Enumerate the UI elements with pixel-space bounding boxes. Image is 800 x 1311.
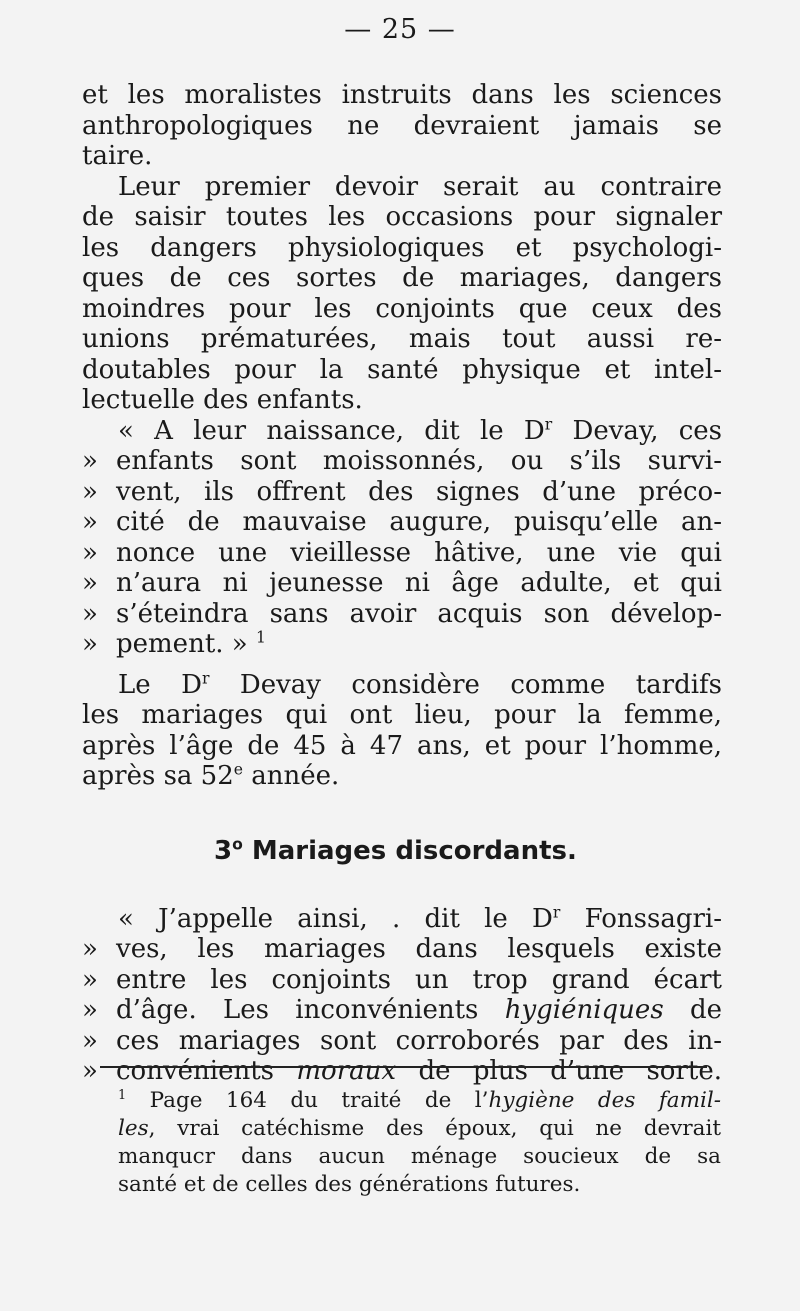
- text-line: [82, 629, 722, 660]
- footnote-line: manqucr dans aucun ménage soucieux de sa: [118, 1144, 721, 1169]
- text-line: les dangers physiologiques et psychologi-: [82, 232, 722, 263]
- superscript: e: [233, 760, 243, 779]
- section-title: Mariages discordants.: [242, 835, 577, 866]
- text-fragment: enfants sont moissonnés, ou s’ils survi-: [116, 446, 722, 476]
- continuation-quote-mark: »: [82, 476, 98, 507]
- text-fragment: après sa 52: [82, 761, 234, 791]
- footnote-line: santé et de celles des générations futures.: [118, 1172, 581, 1197]
- text-fragment: d’âge. Les inconvénients: [116, 995, 505, 1025]
- text-fragment: pement. »: [116, 629, 248, 659]
- footnote-marker: 1: [118, 1087, 127, 1103]
- text-line: les mariages qui ont lieu, pour la femme,: [82, 700, 722, 730]
- footnote-line: [118, 1087, 721, 1115]
- italic-term: moraux: [296, 1056, 397, 1086]
- text-fragment: Devay considère comme tardifs: [209, 669, 722, 700]
- italic-term: hygiène des famil-: [488, 1088, 721, 1113]
- text-line: [82, 1026, 722, 1057]
- text-line: [82, 446, 722, 477]
- text-fragment: de plus d’une sorte.: [396, 1056, 722, 1086]
- continuation-quote-mark: »: [82, 568, 98, 598]
- text-line: et les moralistes instruits dans les sciences: [82, 80, 722, 110]
- superscript: r: [201, 668, 210, 687]
- text-line: Leur premier devoir serait au contraire: [118, 171, 722, 202]
- text-line: [82, 965, 722, 996]
- text-fragment: « J’appelle ainsi, . dit le D: [118, 903, 553, 934]
- text-fragment: ces mariages sont corroborés par des in-: [116, 1025, 722, 1056]
- text-line: [82, 995, 722, 1026]
- text-fragment: Le D: [118, 669, 202, 700]
- text-line: lectuelle des enfants.: [82, 385, 363, 415]
- text-line: [82, 904, 722, 935]
- footnote-divider: [100, 1066, 707, 1068]
- continuation-quote-mark: »: [82, 934, 98, 964]
- text-line: après l’âge de 45 à 47 ans, et pour l’homme,: [82, 730, 722, 761]
- italic-term: les: [118, 1116, 149, 1141]
- main-text: [82, 80, 722, 1087]
- text-line: [82, 670, 722, 701]
- continuation-quote-mark: »: [82, 964, 98, 995]
- text-fragment: cité de mauvaise augure, puisqu’elle an-: [116, 507, 722, 537]
- text-line: [82, 1056, 722, 1087]
- continuation-quote-mark: »: [82, 629, 98, 659]
- text-line: [82, 507, 722, 538]
- text-line: [82, 477, 722, 508]
- superscript: o: [232, 834, 243, 853]
- continuation-quote-mark: »: [82, 507, 98, 537]
- footnote-line: [118, 1115, 721, 1143]
- text-fragment: de: [663, 995, 723, 1025]
- author-name: Devay: [572, 415, 651, 446]
- footnote: [118, 1087, 721, 1199]
- text-line: taire.: [82, 141, 153, 171]
- continuation-quote-mark: »: [82, 1025, 98, 1056]
- text-line: [82, 416, 722, 447]
- section-number: 3: [214, 835, 233, 866]
- text-line: de saisir toutes les occasions pour signaler: [82, 202, 722, 232]
- text-line: [82, 599, 722, 630]
- quote-open-text: « A leur naissance, dit le D: [118, 415, 545, 446]
- text-fragment: convénients: [116, 1056, 297, 1086]
- continuation-quote-mark: »: [82, 1056, 98, 1086]
- text-line: [82, 761, 722, 792]
- continuation-quote-mark: »: [82, 446, 98, 476]
- continuation-quote-mark: »: [82, 995, 98, 1025]
- text-fragment: année.: [243, 761, 340, 791]
- text-fragment: , vrai catéchisme des époux, qui ne devrait: [148, 1116, 721, 1141]
- text-fragment: ves, les mariages dans lesquels existe: [116, 934, 722, 964]
- text-fragment: entre les conjoints un trop grand écart: [116, 964, 722, 995]
- text-fragment: vent, ils offrent des signes d’une préco-: [116, 476, 722, 507]
- text-line: moindres pour les conjoints que ceux des: [82, 293, 722, 324]
- continuation-quote-mark: »: [82, 537, 98, 568]
- text-fragment: s’éteindra sans avoir acquis son dévelop-: [116, 598, 722, 629]
- text-fragment: nonce une vieillesse hâtive, une vie qui: [116, 537, 722, 568]
- text-line: [82, 538, 722, 569]
- superscript: r: [544, 414, 553, 433]
- italic-term: hygiéniques: [504, 995, 664, 1025]
- section-heading: [82, 836, 722, 866]
- continuation-quote-mark: »: [82, 598, 98, 629]
- text-line: [82, 934, 722, 965]
- text-line: unions prématurées, mais tout aussi re-: [82, 324, 722, 354]
- text-fragment: n’aura ni jeunesse ni âge adulte, et qui: [116, 568, 722, 598]
- superscript: r: [552, 902, 561, 921]
- text-line: anthropologiques ne devraient jamais se: [82, 110, 722, 141]
- text-line: [82, 568, 722, 599]
- text-fragment: Fonssagri-: [560, 903, 722, 934]
- text-fragment: , ces: [650, 415, 723, 446]
- text-line: doutables pour la santé physique et intel-: [82, 354, 722, 385]
- footnote-reference: 1: [255, 628, 266, 647]
- page-number: — 25 —: [344, 14, 456, 45]
- text-fragment: Page 164 du traité de l’: [126, 1088, 489, 1113]
- text-line: ques de ces sortes de mariages, dangers: [82, 263, 722, 293]
